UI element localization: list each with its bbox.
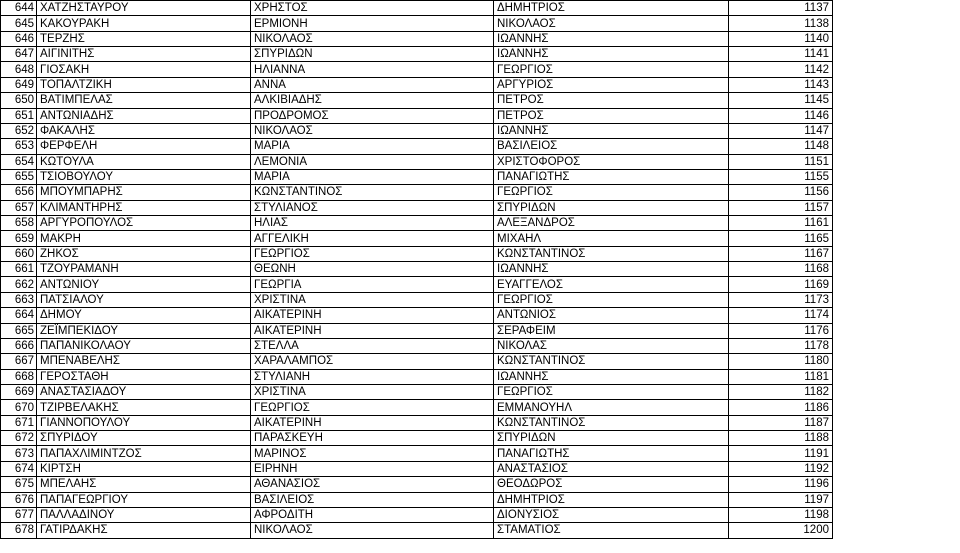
row-number-cell: 671 <box>1 415 37 430</box>
first-name-cell: ΜΑΡΙΝΟΣ <box>251 446 494 461</box>
surname-cell: ΑΡΓΥΡΟΠΟΥΛΟΣ <box>37 216 251 231</box>
surname-cell: ΒΑΤΙΜΠΕΛΑΣ <box>37 93 251 108</box>
row-number-cell: 674 <box>1 461 37 476</box>
value-cell: 1157 <box>729 200 833 215</box>
value-cell: 1141 <box>729 47 833 62</box>
surname-cell: ΠΑΠΑΝΙΚΟΛΑΟΥ <box>37 338 251 353</box>
father-name-cell: ΓΕΩΡΓΙΟΣ <box>494 62 729 77</box>
row-number-cell: 667 <box>1 354 37 369</box>
table-row <box>1 108 833 123</box>
row-number-cell: 651 <box>1 108 37 123</box>
value-cell: 1180 <box>729 354 833 369</box>
row-number-cell: 661 <box>1 262 37 277</box>
surname-cell: ΓΑΤΙΡΔΑΚΗΣ <box>37 523 251 538</box>
table-row <box>1 231 833 246</box>
surname-cell: ΚΙΡΤΣΗ <box>37 461 251 476</box>
table-row <box>1 446 833 461</box>
value-cell: 1182 <box>729 384 833 399</box>
surname-cell: ΤΖΙΡΒΕΛΑΚΗΣ <box>37 400 251 415</box>
first-name-cell: ΧΑΡΑΛΑΜΠΟΣ <box>251 354 494 369</box>
value-cell: 1188 <box>729 431 833 446</box>
first-name-cell: ΑΝΝΑ <box>251 77 494 92</box>
surname-cell: ΚΑΚΟΥΡΑΚΗ <box>37 16 251 31</box>
surname-cell: ΑΙΓΙΝΙΤΗΣ <box>37 47 251 62</box>
surname-cell: ΚΩΤΟΥΛΑ <box>37 154 251 169</box>
father-name-cell: ΙΩΑΝΝΗΣ <box>494 369 729 384</box>
surname-cell: ΓΕΡΟΣΤΑΘΗ <box>37 369 251 384</box>
first-name-cell: ΣΠΥΡΙΔΩΝ <box>251 47 494 62</box>
row-number-cell: 678 <box>1 523 37 538</box>
table-row <box>1 384 833 399</box>
table-row <box>1 123 833 138</box>
father-name-cell: ΑΝΤΩΝΙΟΣ <box>494 308 729 323</box>
first-name-cell: ΑΓΓΕΛΙΚΗ <box>251 231 494 246</box>
father-name-cell: ΙΩΑΝΝΗΣ <box>494 262 729 277</box>
father-name-cell: ΙΩΑΝΝΗΣ <box>494 47 729 62</box>
surname-cell: ΠΑΠΑΧΛΙΜΙΝΤΖΟΣ <box>37 446 251 461</box>
surname-cell: ΜΠΟΥΜΠΑΡΗΣ <box>37 185 251 200</box>
table-row <box>1 492 833 507</box>
value-cell: 1146 <box>729 108 833 123</box>
father-name-cell: ΝΙΚΟΛΑΣ <box>494 338 729 353</box>
father-name-cell: ΣΕΡΑΦΕΙΜ <box>494 323 729 338</box>
row-number-cell: 647 <box>1 47 37 62</box>
surname-cell: ΧΑΤΖΗΣΤΑΥΡΟΥ <box>37 1 251 16</box>
row-number-cell: 656 <box>1 185 37 200</box>
row-number-cell: 659 <box>1 231 37 246</box>
first-name-cell: ΧΡΙΣΤΙΝΑ <box>251 384 494 399</box>
surname-cell: ΜΑΚΡΗ <box>37 231 251 246</box>
surname-cell: ΖΗΚΟΣ <box>37 246 251 261</box>
row-number-cell: 658 <box>1 216 37 231</box>
first-name-cell: ΝΙΚΟΛΑΟΣ <box>251 523 494 538</box>
father-name-cell: ΠΕΤΡΟΣ <box>494 93 729 108</box>
row-number-cell: 645 <box>1 16 37 31</box>
row-number-cell: 670 <box>1 400 37 415</box>
row-number-cell: 653 <box>1 139 37 154</box>
father-name-cell: ΒΑΣΙΛΕΙΟΣ <box>494 139 729 154</box>
value-cell: 1200 <box>729 523 833 538</box>
table-row <box>1 292 833 307</box>
first-name-cell: ΑΙΚΑΤΕΡΙΝΗ <box>251 323 494 338</box>
value-cell: 1138 <box>729 16 833 31</box>
first-name-cell: ΝΙΚΟΛΑΟΣ <box>251 31 494 46</box>
first-name-cell: ΧΡΙΣΤΙΝΑ <box>251 292 494 307</box>
first-name-cell: ΝΙΚΟΛΑΟΣ <box>251 123 494 138</box>
father-name-cell: ΣΤΑΜΑΤΙΟΣ <box>494 523 729 538</box>
row-number-cell: 648 <box>1 62 37 77</box>
row-number-cell: 676 <box>1 492 37 507</box>
table-row <box>1 93 833 108</box>
value-cell: 1147 <box>729 123 833 138</box>
table-row <box>1 507 833 522</box>
row-number-cell: 666 <box>1 338 37 353</box>
value-cell: 1176 <box>729 323 833 338</box>
father-name-cell: ΕΥΑΓΓΕΛΟΣ <box>494 277 729 292</box>
table-row <box>1 308 833 323</box>
table-row <box>1 338 833 353</box>
value-cell: 1140 <box>729 31 833 46</box>
first-name-cell: ΠΡΟΔΡΟΜΟΣ <box>251 108 494 123</box>
table-row <box>1 154 833 169</box>
first-name-cell: ΓΕΩΡΓΙΑ <box>251 277 494 292</box>
father-name-cell: ΣΠΥΡΙΔΩΝ <box>494 431 729 446</box>
table-row <box>1 369 833 384</box>
table-row <box>1 523 833 538</box>
value-cell: 1168 <box>729 262 833 277</box>
father-name-cell: ΠΕΤΡΟΣ <box>494 108 729 123</box>
value-cell: 1155 <box>729 169 833 184</box>
row-number-cell: 673 <box>1 446 37 461</box>
row-number-cell: 663 <box>1 292 37 307</box>
father-name-cell: ΜΙΧΑΗΛ <box>494 231 729 246</box>
value-cell: 1148 <box>729 139 833 154</box>
row-number-cell: 654 <box>1 154 37 169</box>
father-name-cell: ΘΕΟΔΩΡΟΣ <box>494 477 729 492</box>
row-number-cell: 660 <box>1 246 37 261</box>
father-name-cell: ΙΩΑΝΝΗΣ <box>494 123 729 138</box>
first-name-cell: ΑΘΑΝΑΣΙΟΣ <box>251 477 494 492</box>
surname-cell: ΖΕΪΜΠΕΚΙΔΟΥ <box>37 323 251 338</box>
father-name-cell: ΚΩΝΣΤΑΝΤΙΝΟΣ <box>494 246 729 261</box>
row-number-cell: 644 <box>1 1 37 16</box>
value-cell: 1191 <box>729 446 833 461</box>
first-name-cell: ΜΑΡΙΑ <box>251 169 494 184</box>
value-cell: 1151 <box>729 154 833 169</box>
table-row <box>1 31 833 46</box>
surname-cell: ΑΝΑΣΤΑΣΙΑΔΟΥ <box>37 384 251 399</box>
father-name-cell: ΑΛΕΞΑΝΔΡΟΣ <box>494 216 729 231</box>
surname-cell: ΤΕΡΖΗΣ <box>37 31 251 46</box>
first-name-cell: ΗΛΙΑΣ <box>251 216 494 231</box>
father-name-cell: ΓΕΩΡΓΙΟΣ <box>494 292 729 307</box>
father-name-cell: ΠΑΝΑΓΙΩΤΗΣ <box>494 169 729 184</box>
surname-cell: ΔΗΜΟΥ <box>37 308 251 323</box>
surname-cell: ΑΝΤΩΝΙΟΥ <box>37 277 251 292</box>
value-cell: 1174 <box>729 308 833 323</box>
surname-cell: ΤΟΠΑΛΤΖΙΚΗ <box>37 77 251 92</box>
father-name-cell: ΚΩΝΣΤΑΝΤΙΝΟΣ <box>494 415 729 430</box>
surname-cell: ΠΑΠΑΓΕΩΡΓΙΟΥ <box>37 492 251 507</box>
first-name-cell: ΑΦΡΟΔΙΤΗ <box>251 507 494 522</box>
first-name-cell: ΜΑΡΙΑ <box>251 139 494 154</box>
table-row <box>1 400 833 415</box>
first-name-cell: ΑΙΚΑΤΕΡΙΝΗ <box>251 415 494 430</box>
father-name-cell: ΓΕΩΡΓΙΟΣ <box>494 185 729 200</box>
table-row <box>1 216 833 231</box>
row-number-cell: 657 <box>1 200 37 215</box>
row-number-cell: 677 <box>1 507 37 522</box>
value-cell: 1197 <box>729 492 833 507</box>
surname-cell: ΤΣΙΟΒΟΥΛΟΥ <box>37 169 251 184</box>
surname-cell: ΣΠΥΡΙΔΟΥ <box>37 431 251 446</box>
surname-cell: ΓΙΑΝΝΟΠΟΥΛΟΥ <box>37 415 251 430</box>
value-cell: 1143 <box>729 77 833 92</box>
table-row <box>1 277 833 292</box>
row-number-cell: 662 <box>1 277 37 292</box>
table-row <box>1 354 833 369</box>
father-name-cell: ΚΩΝΣΤΑΝΤΙΝΟΣ <box>494 354 729 369</box>
table-row <box>1 169 833 184</box>
value-cell: 1169 <box>729 277 833 292</box>
row-number-cell: 675 <box>1 477 37 492</box>
value-cell: 1137 <box>729 1 833 16</box>
table-row <box>1 47 833 62</box>
surname-cell: ΜΠΕΝΑΒΕΛΗΣ <box>37 354 251 369</box>
table-row <box>1 1 833 16</box>
value-cell: 1186 <box>729 400 833 415</box>
first-name-cell: ΓΕΩΡΓΙΟΣ <box>251 400 494 415</box>
row-number-cell: 652 <box>1 123 37 138</box>
first-name-cell: ΠΑΡΑΣΚΕΥΗ <box>251 431 494 446</box>
father-name-cell: ΔΗΜΗΤΡΙΟΣ <box>494 492 729 507</box>
first-name-cell: ΑΙΚΑΤΕΡΙΝΗ <box>251 308 494 323</box>
row-number-cell: 649 <box>1 77 37 92</box>
value-cell: 1192 <box>729 461 833 476</box>
father-name-cell: ΓΕΩΡΓΙΟΣ <box>494 384 729 399</box>
value-cell: 1165 <box>729 231 833 246</box>
table-row <box>1 431 833 446</box>
first-name-cell: ΕΙΡΗΝΗ <box>251 461 494 476</box>
table-row <box>1 477 833 492</box>
value-cell: 1196 <box>729 477 833 492</box>
surname-cell: ΑΝΤΩΝΙΑΔΗΣ <box>37 108 251 123</box>
row-number-cell: 665 <box>1 323 37 338</box>
father-name-cell: ΑΡΓΥΡΙΟΣ <box>494 77 729 92</box>
surname-cell: ΜΠΕΛΑΗΣ <box>37 477 251 492</box>
first-name-cell: ΣΤΕΛΛΑ <box>251 338 494 353</box>
first-name-cell: ΑΛΚΙΒΙΑΔΗΣ <box>251 93 494 108</box>
table-row <box>1 62 833 77</box>
value-cell: 1173 <box>729 292 833 307</box>
roster-table-body <box>1 1 833 539</box>
first-name-cell: ΣΤΥΛΙΑΝΗ <box>251 369 494 384</box>
surname-cell: ΠΑΤΣΙΑΛΟΥ <box>37 292 251 307</box>
row-number-cell: 664 <box>1 308 37 323</box>
value-cell: 1178 <box>729 338 833 353</box>
value-cell: 1198 <box>729 507 833 522</box>
first-name-cell: ΕΡΜΙΟΝΗ <box>251 16 494 31</box>
row-number-cell: 646 <box>1 31 37 46</box>
first-name-cell: ΘΕΩΝΗ <box>251 262 494 277</box>
value-cell: 1156 <box>729 185 833 200</box>
table-row <box>1 139 833 154</box>
table-row <box>1 16 833 31</box>
first-name-cell: ΓΕΩΡΓΙΟΣ <box>251 246 494 261</box>
father-name-cell: ΠΑΝΑΓΙΩΤΗΣ <box>494 446 729 461</box>
father-name-cell: ΣΠΥΡΙΔΩΝ <box>494 200 729 215</box>
first-name-cell: ΧΡΗΣΤΟΣ <box>251 1 494 16</box>
value-cell: 1145 <box>729 93 833 108</box>
father-name-cell: ΝΙΚΟΛΑΟΣ <box>494 16 729 31</box>
surname-cell: ΤΖΟΥΡΑΜΑΝΗ <box>37 262 251 277</box>
value-cell: 1187 <box>729 415 833 430</box>
row-number-cell: 668 <box>1 369 37 384</box>
table-row <box>1 323 833 338</box>
value-cell: 1181 <box>729 369 833 384</box>
first-name-cell: ΛΕΜΟΝΙΑ <box>251 154 494 169</box>
surname-cell: ΦΑΚΑΛΗΣ <box>37 123 251 138</box>
table-row <box>1 200 833 215</box>
surname-cell: ΚΛΙΜΑΝΤΗΡΗΣ <box>37 200 251 215</box>
first-name-cell: ΚΩΝΣΤΑΝΤΙΝΟΣ <box>251 185 494 200</box>
value-cell: 1167 <box>729 246 833 261</box>
table-row <box>1 185 833 200</box>
value-cell: 1142 <box>729 62 833 77</box>
row-number-cell: 672 <box>1 431 37 446</box>
first-name-cell: ΗΛΙΑΝΝΑ <box>251 62 494 77</box>
row-number-cell: 655 <box>1 169 37 184</box>
table-row <box>1 246 833 261</box>
first-name-cell: ΣΤΥΛΙΑΝΟΣ <box>251 200 494 215</box>
table-row <box>1 262 833 277</box>
father-name-cell: ΕΜΜΑΝΟΥΗΛ <box>494 400 729 415</box>
first-name-cell: ΒΑΣΙΛΕΙΟΣ <box>251 492 494 507</box>
surname-cell: ΓΙΟΣΑΚΗ <box>37 62 251 77</box>
table-row <box>1 415 833 430</box>
father-name-cell: ΔΗΜΗΤΡΙΟΣ <box>494 1 729 16</box>
father-name-cell: ΧΡΙΣΤΟΦΟΡΟΣ <box>494 154 729 169</box>
value-cell: 1161 <box>729 216 833 231</box>
father-name-cell: ΙΩΑΝΝΗΣ <box>494 31 729 46</box>
table-row <box>1 461 833 476</box>
row-number-cell: 669 <box>1 384 37 399</box>
father-name-cell: ΑΝΑΣΤΑΣΙΟΣ <box>494 461 729 476</box>
surname-cell: ΠΑΛΛΑΔΙΝΟΥ <box>37 507 251 522</box>
table-row <box>1 77 833 92</box>
father-name-cell: ΔΙΟΝΥΣΙΟΣ <box>494 507 729 522</box>
row-number-cell: 650 <box>1 93 37 108</box>
surname-cell: ΦΕΡΦΕΛΗ <box>37 139 251 154</box>
